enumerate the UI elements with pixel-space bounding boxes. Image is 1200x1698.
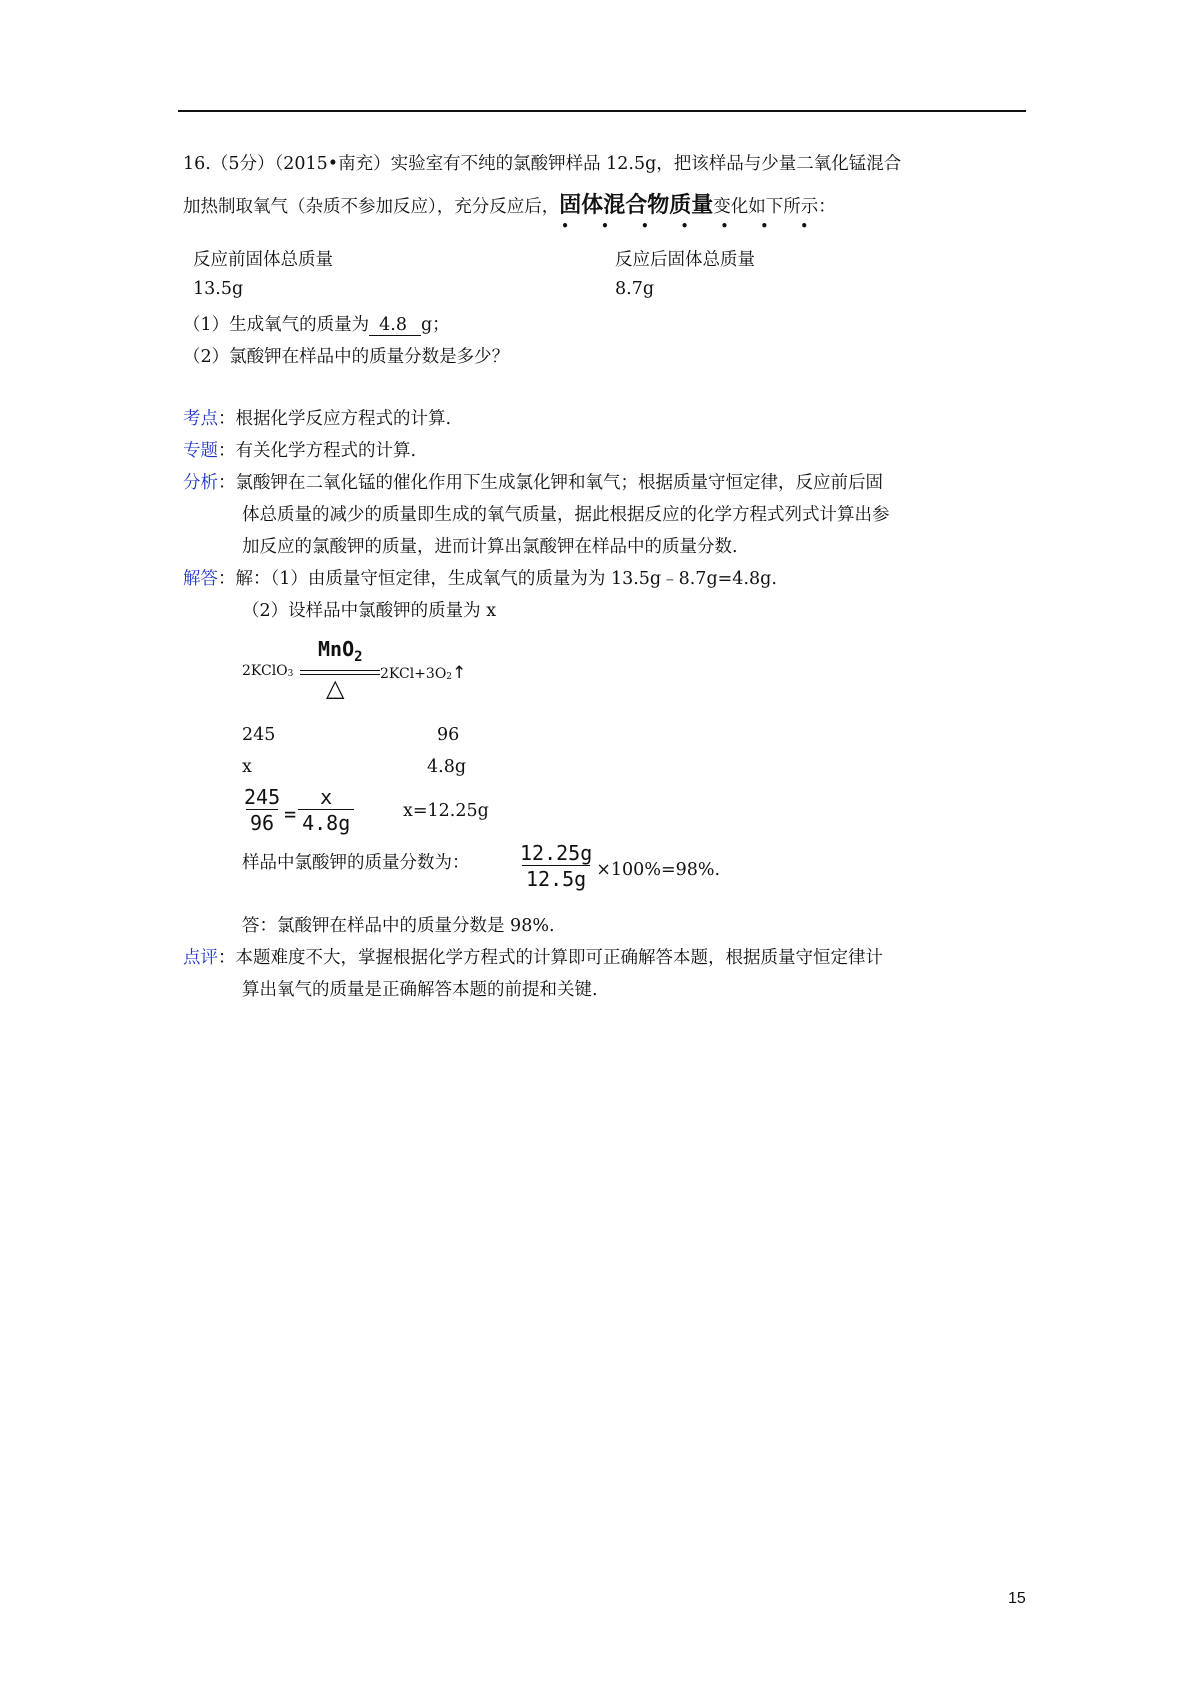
ratio-right-top: 96 (437, 725, 460, 745)
reactant-subscript: 3 (287, 669, 294, 679)
table-value-before: 13.5g (193, 279, 244, 299)
table-header-after: 反应后固体总质量 (615, 250, 755, 270)
fenxi-line-3: 加反应的氯酸钾的质量，进而计算出氯酸钾在样品中的质量分数. (242, 537, 738, 557)
page-number: 15 (1008, 1590, 1026, 1607)
catalyst-text: MnO (318, 637, 355, 661)
fraction-3-denominator: 12.5g (522, 865, 590, 890)
header-rule (178, 110, 1026, 112)
sub-question-1-text: （1）生成氧气的质量为 (183, 315, 370, 335)
proportion (240, 786, 356, 834)
fraction-x-4.8g (296, 786, 356, 834)
jieda-label: 解答 (183, 569, 218, 589)
kaodian-line (183, 405, 451, 430)
question-line-1: 16.（5分）（2015•南充）实验室有不纯的氯酸钾样品 12.5g，把该样品与少量二氧化锰混合 (183, 154, 902, 174)
delta-symbol: △ (326, 674, 345, 702)
percent-text: 样品中氯酸钾的质量分数为： (242, 853, 470, 873)
zhuanti-text: ：有关化学方程式的计算. (218, 441, 417, 461)
chemical-equation (242, 637, 482, 703)
gas-arrow: ↑ (452, 663, 467, 683)
zhuanti-line (183, 437, 416, 462)
product-subscript: 2 (446, 672, 453, 682)
fenxi-text-1: ：氯酸钾在二氧化锰的催化作用下生成氯化钾和氧气；根据质量守恒定律，反应前后固 (218, 473, 883, 493)
sub-question-1-unit: g； (420, 315, 450, 335)
fraction-2-denominator: 4.8g (298, 809, 354, 834)
question-line-2 (183, 188, 836, 233)
final-answer: 答：氯酸钾在样品中的质量分数是 98%. (242, 916, 555, 936)
sub-question-1 (183, 311, 450, 336)
jieda-line-2: （2）设样品中氯酸钾的质量为 x (242, 601, 497, 621)
question-emphasis-text: 固体混合物质量 (559, 193, 714, 218)
question-line-2-end: 变化如下所示： (713, 197, 836, 217)
jieda-line-1 (183, 565, 777, 590)
catalyst-subscript: 2 (354, 649, 363, 665)
zhuanti-label: 专题 (183, 441, 218, 461)
percent-result: ×100%=98%. (596, 860, 721, 880)
dianping-line-1 (183, 944, 883, 969)
equals-sign: = (284, 802, 297, 826)
product-text: 2KCl+3O (380, 666, 447, 682)
equation-bar-top (300, 670, 380, 671)
reactant-text: 2KClO (242, 663, 288, 679)
kaodian-text: ：根据化学反应方程式的计算. (218, 409, 452, 429)
kaodian-label: 考点 (183, 409, 218, 429)
catalyst (318, 637, 363, 665)
x-result: x=12.25g (403, 801, 489, 821)
dianping-text-1: ：本题难度不大，掌握根据化学方程式的计算即可正确解答本题，根据质量守恒定律计 (218, 948, 883, 968)
sub-question-1-answer: 4.8 (369, 316, 421, 336)
table-value-after: 8.7g (615, 279, 655, 299)
percent-fraction-wrap (516, 842, 720, 890)
ratio-right-bottom: 4.8g (427, 757, 467, 777)
dianping-label: 点评 (183, 948, 218, 968)
fraction-1-denominator: 96 (246, 809, 278, 834)
sub-question-2: （2）氯酸钾在样品中的质量分数是多少？ (183, 347, 510, 367)
fraction-1-numerator: 245 (244, 785, 281, 809)
product (380, 663, 466, 683)
fenxi-label: 分析 (183, 473, 218, 493)
dianping-line-2: 算出氧气的质量是正确解答本题的前提和关键. (242, 980, 598, 1000)
emphasis-dots: • • • • • • • (561, 219, 823, 233)
jieda-text-1: ：解：（1）由质量守恒定律，生成氧气的质量为为 13.5g﹣8.7g=4.8g. (218, 569, 777, 589)
fraction-245-96 (240, 786, 284, 834)
ratio-left-top: 245 (242, 725, 276, 745)
table-header-before: 反应前固体总质量 (193, 250, 333, 270)
fraction-12.25g-12.5g (516, 842, 596, 890)
fraction-3-numerator: 12.25g (520, 841, 593, 865)
fenxi-line-2: 体总质量的减少的质量即生成的氧气质量，据此根据反应的化学方程式列式计算出参 (242, 505, 890, 525)
fraction-2-numerator: x (320, 785, 333, 809)
reactant (242, 663, 293, 679)
question-line-2-start: 加热制取氧气（杂质不参加反应），充分反应后， (183, 197, 560, 217)
ratio-left-bottom: x (242, 757, 252, 777)
fenxi-line-1 (183, 469, 883, 494)
